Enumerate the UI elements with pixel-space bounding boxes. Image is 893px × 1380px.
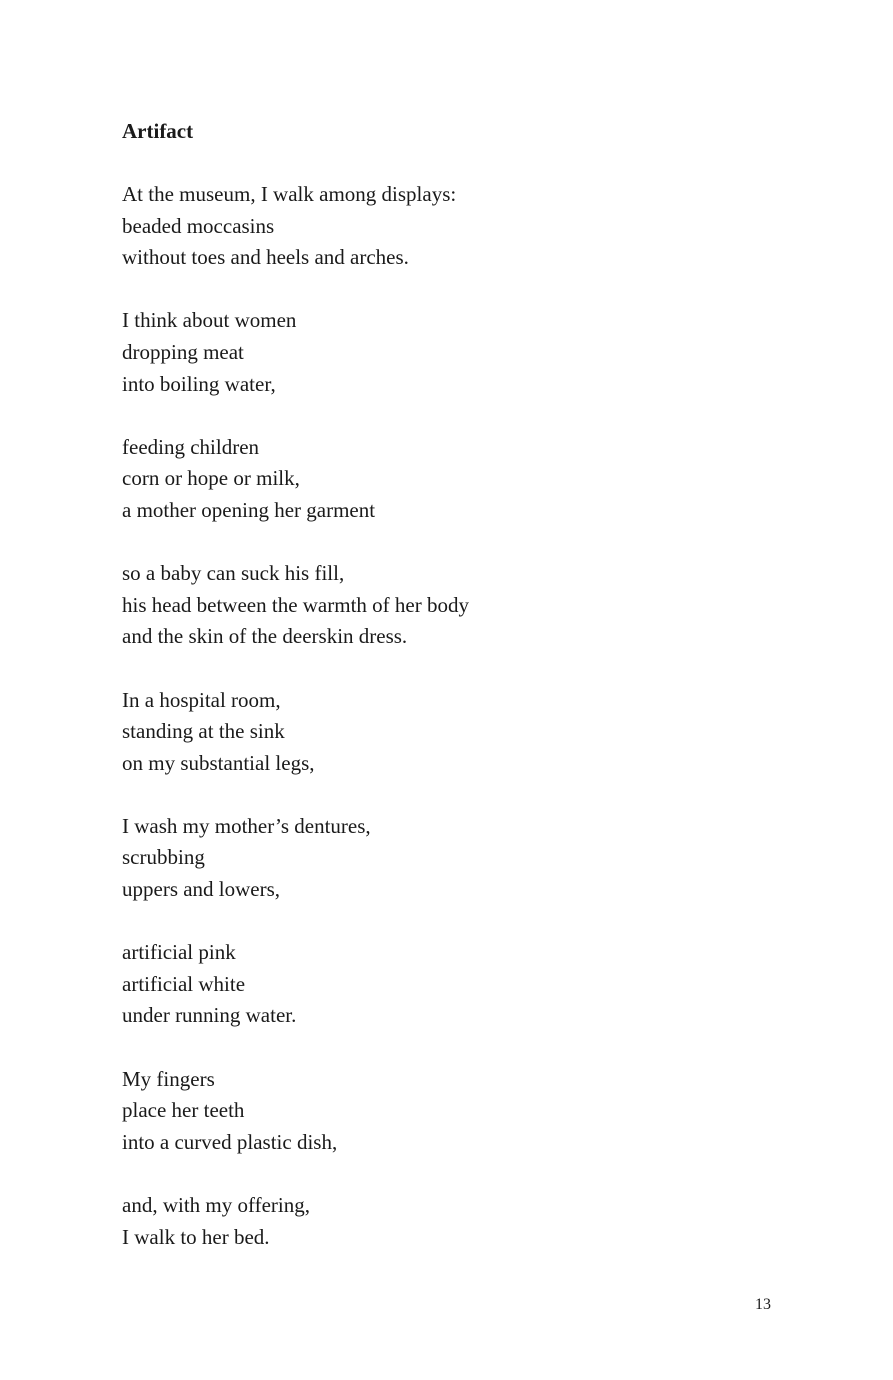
- poem-line: place her teeth: [122, 1098, 245, 1123]
- poem-line: I wash my mother’s dentures,: [122, 813, 371, 838]
- stanza-1: [122, 179, 762, 274]
- poem-line: a mother opening her garment: [122, 497, 376, 522]
- poem-line: uppers and lowers,: [122, 877, 281, 902]
- poem-line: At the museum, I walk among displays:: [122, 182, 457, 206]
- poem-line: My fingers: [122, 1066, 215, 1091]
- poem-line: dropping meat: [122, 339, 244, 364]
- stanza-8: [122, 1064, 762, 1159]
- poem-line: standing at the sink: [122, 719, 285, 744]
- poem-line: and, with my offering,: [122, 1193, 310, 1217]
- poem-line: into boiling water,: [122, 371, 276, 396]
- poem-line: so a baby can suck his fill,: [122, 561, 345, 586]
- stanza-5: [122, 685, 762, 780]
- poem-title: Artifact: [122, 119, 194, 143]
- poem-line: beaded moccasins: [122, 213, 275, 238]
- stanza-7: [122, 937, 762, 1032]
- poem-line: on my substantial legs,: [122, 750, 315, 775]
- poem-body: [122, 179, 762, 1285]
- stanza-4: [122, 558, 762, 653]
- poem-line: In a hospital room,: [122, 687, 281, 712]
- poem-line: into a curved plastic dish,: [122, 1129, 338, 1154]
- poem-line: feeding children: [122, 434, 260, 459]
- poem-line: his head between the warmth of her body: [122, 592, 469, 617]
- stanza-3: [122, 432, 762, 527]
- poem-line: under running water.: [122, 1003, 297, 1028]
- poem-line: corn or hope or milk,: [122, 466, 300, 491]
- stanza-9: [122, 1190, 762, 1253]
- poem-line: and the skin of the deerskin dress.: [122, 624, 408, 649]
- stanza-6: [122, 811, 762, 906]
- stanza-2: [122, 305, 762, 400]
- page-number: 13: [755, 1296, 771, 1313]
- poem-line: I think about women: [122, 308, 297, 333]
- poem-line: scrubbing: [122, 845, 205, 870]
- poem-line: I walk to her bed.: [122, 1224, 270, 1249]
- poem-line: artificial pink: [122, 940, 236, 965]
- poem-line: artificial white: [122, 971, 246, 996]
- poem-line: without toes and heels and arches.: [122, 245, 409, 270]
